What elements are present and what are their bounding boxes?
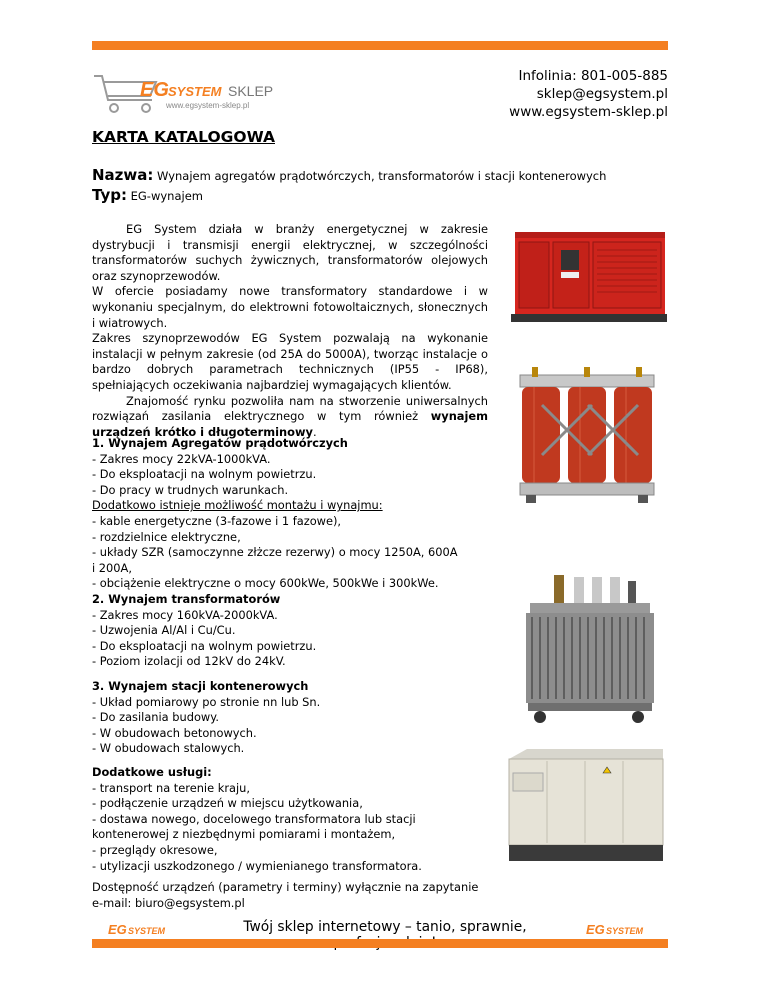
list-item: - podłączenie urządzeń w miejscu użytkowania, — [92, 796, 363, 811]
logo-system: SYSTEM — [168, 84, 222, 99]
list-item: - przeglądy okresowe, — [92, 842, 218, 857]
extra-title: Dodatkowo istnieje możliwość montażu i wynajmu: — [92, 498, 383, 513]
type-value: EG-wynajem — [126, 189, 203, 203]
section-transformers — [92, 592, 512, 670]
generator-photo — [505, 222, 667, 326]
list-item: - Układ pomiarowy po stronie nn lub Sn. — [92, 694, 321, 709]
type-label: Typ: — [92, 186, 127, 204]
list-item: - kable energetyczne (3-fazowe i 1 fazowe), — [92, 513, 342, 528]
list-item: - rozdzielnice elektryczne, — [92, 529, 241, 544]
type-row — [92, 186, 203, 204]
bottom-orange-bar — [92, 939, 668, 948]
list-item: - Do eksploatacji na wolnym powietrzu. — [92, 467, 317, 482]
list-item: - układy SZR (samoczynne złżcze rezerwy) o mocy 1250A, 600A — [92, 545, 458, 560]
intro-paragraph-3: Zakres szynoprzewodów EG System pozwalają na wykonanie instalacji w pełnym zakresie (od 25A do 5000A), tworząc instalacje o bardzo dobrych parametrach technicznych (IP55 - IP68), spełniających oczekiwania najbardziej wymagających klientów. — [92, 331, 488, 392]
list-item: - dostawa nowego, docelowego transformatora lub stacji — [92, 811, 416, 826]
egsystem-logo — [92, 70, 292, 116]
oil-transformer-photo — [516, 573, 662, 725]
list-item: - W obudowach stalowych. — [92, 741, 245, 756]
section-services — [92, 765, 512, 874]
section-title: 1. Wynajem Agregatów prądotwórczych — [92, 436, 348, 450]
name-row — [92, 166, 692, 184]
section-title: 3. Wynajem stacji kontenerowych — [92, 679, 309, 693]
availability-note — [92, 880, 512, 911]
top-orange-bar — [92, 41, 668, 50]
contact-block — [509, 67, 668, 121]
name-label: Nazwa: — [92, 166, 154, 184]
intro-p4-bold: wynajem urządzeń krótko i długoterminowy — [92, 409, 488, 439]
intro-paragraph-4 — [92, 394, 488, 441]
list-item: - Do zasilania budowy. — [92, 710, 219, 725]
intro-text — [92, 222, 488, 440]
intro-paragraph-1: EG System działa w branży energetycznej w zakresie dystrybucji i transmisji energii elektrycznej, w szczególności transformatorów suchych żywicznych, transformatorów olejowych oraz szynoprzewodów. — [92, 222, 488, 283]
dry-transformer-photo — [512, 365, 662, 507]
section-stations — [92, 679, 512, 757]
list-item: - obciążenie elektryczne o mocy 600kWe, 500kWe i 300kWe. — [92, 576, 439, 591]
container-station-photo — [507, 747, 665, 865]
page-title: KARTA KATALOGOWA — [92, 128, 275, 146]
hotline: Infolinia: 801-005-885 — [518, 68, 668, 84]
list-item: - W obudowach betonowych. — [92, 725, 257, 740]
svg-text:EG: EG — [586, 922, 605, 936]
svg-text:SYSTEM: SYSTEM — [128, 926, 166, 936]
availability-email[interactable]: e-mail: biuro@egsystem.pl — [92, 895, 245, 910]
section-title: 2. Wynajem transformatorów — [92, 592, 281, 606]
list-item: - utylizacji uszkodzonego / wymienianego transformatora. — [92, 858, 422, 873]
footer-slogan: Twój sklep internetowy – tanio, sprawnie, — [243, 919, 527, 935]
name-value: Wynajem agregatów prądotwórczych, transformatorów i stacji kontenerowych — [153, 169, 607, 183]
section-generators — [92, 436, 512, 592]
logo-sklep: SKLEP — [228, 83, 274, 99]
list-item: - transport na terenie kraju, — [92, 780, 250, 795]
shop-url[interactable]: www.egsystem-sklep.pl — [509, 104, 668, 120]
logo-eg: EG — [140, 79, 169, 101]
availability-line: Dostępność urządzeń (parametry i terminy) wyłącznie na zapytanie — [92, 880, 479, 894]
intro-p4-end: . — [312, 424, 317, 439]
section-title: Dodatkowe usługi: — [92, 765, 212, 779]
svg-text:SYSTEM: SYSTEM — [606, 926, 644, 936]
list-item: kontenerowej z niezbędnymi pomiarami i montażem, — [92, 827, 396, 842]
intro-p4-text: Znajomość rynku pozwoliła nam na stworzenie uniwersalnych rozwiązań zasilania elektrycznego w tym również — [92, 393, 488, 424]
logo-url: www.egsystem-sklep.pl — [166, 101, 250, 110]
list-item: - Poziom izolacji od 12kV do 24kV. — [92, 654, 286, 669]
svg-text:EG: EG — [108, 922, 127, 936]
list-item: - Do pracy w trudnych warunkach. — [92, 482, 289, 497]
intro-paragraph-2: W ofercie posiadamy nowe transformatory standardowe i w wykonaniu specjalnym, do elektrowni fotowoltaicznych, słonecznych i wiatrowych. — [92, 284, 488, 330]
list-item: - Do eksploatacji na wolnym powietrzu. — [92, 638, 317, 653]
shop-email[interactable]: sklep@egsystem.pl — [536, 86, 668, 102]
footer-logo-left — [108, 922, 180, 936]
list-item: - Uzwojenia Al/Al i Cu/Cu. — [92, 623, 236, 638]
list-item: - Zakres mocy 160kVA-2000kVA. — [92, 607, 278, 622]
footer-logo-right — [586, 922, 658, 936]
list-item: - Zakres mocy 22kVA-1000kVA. — [92, 451, 271, 466]
list-item: i 200A, — [92, 560, 132, 575]
